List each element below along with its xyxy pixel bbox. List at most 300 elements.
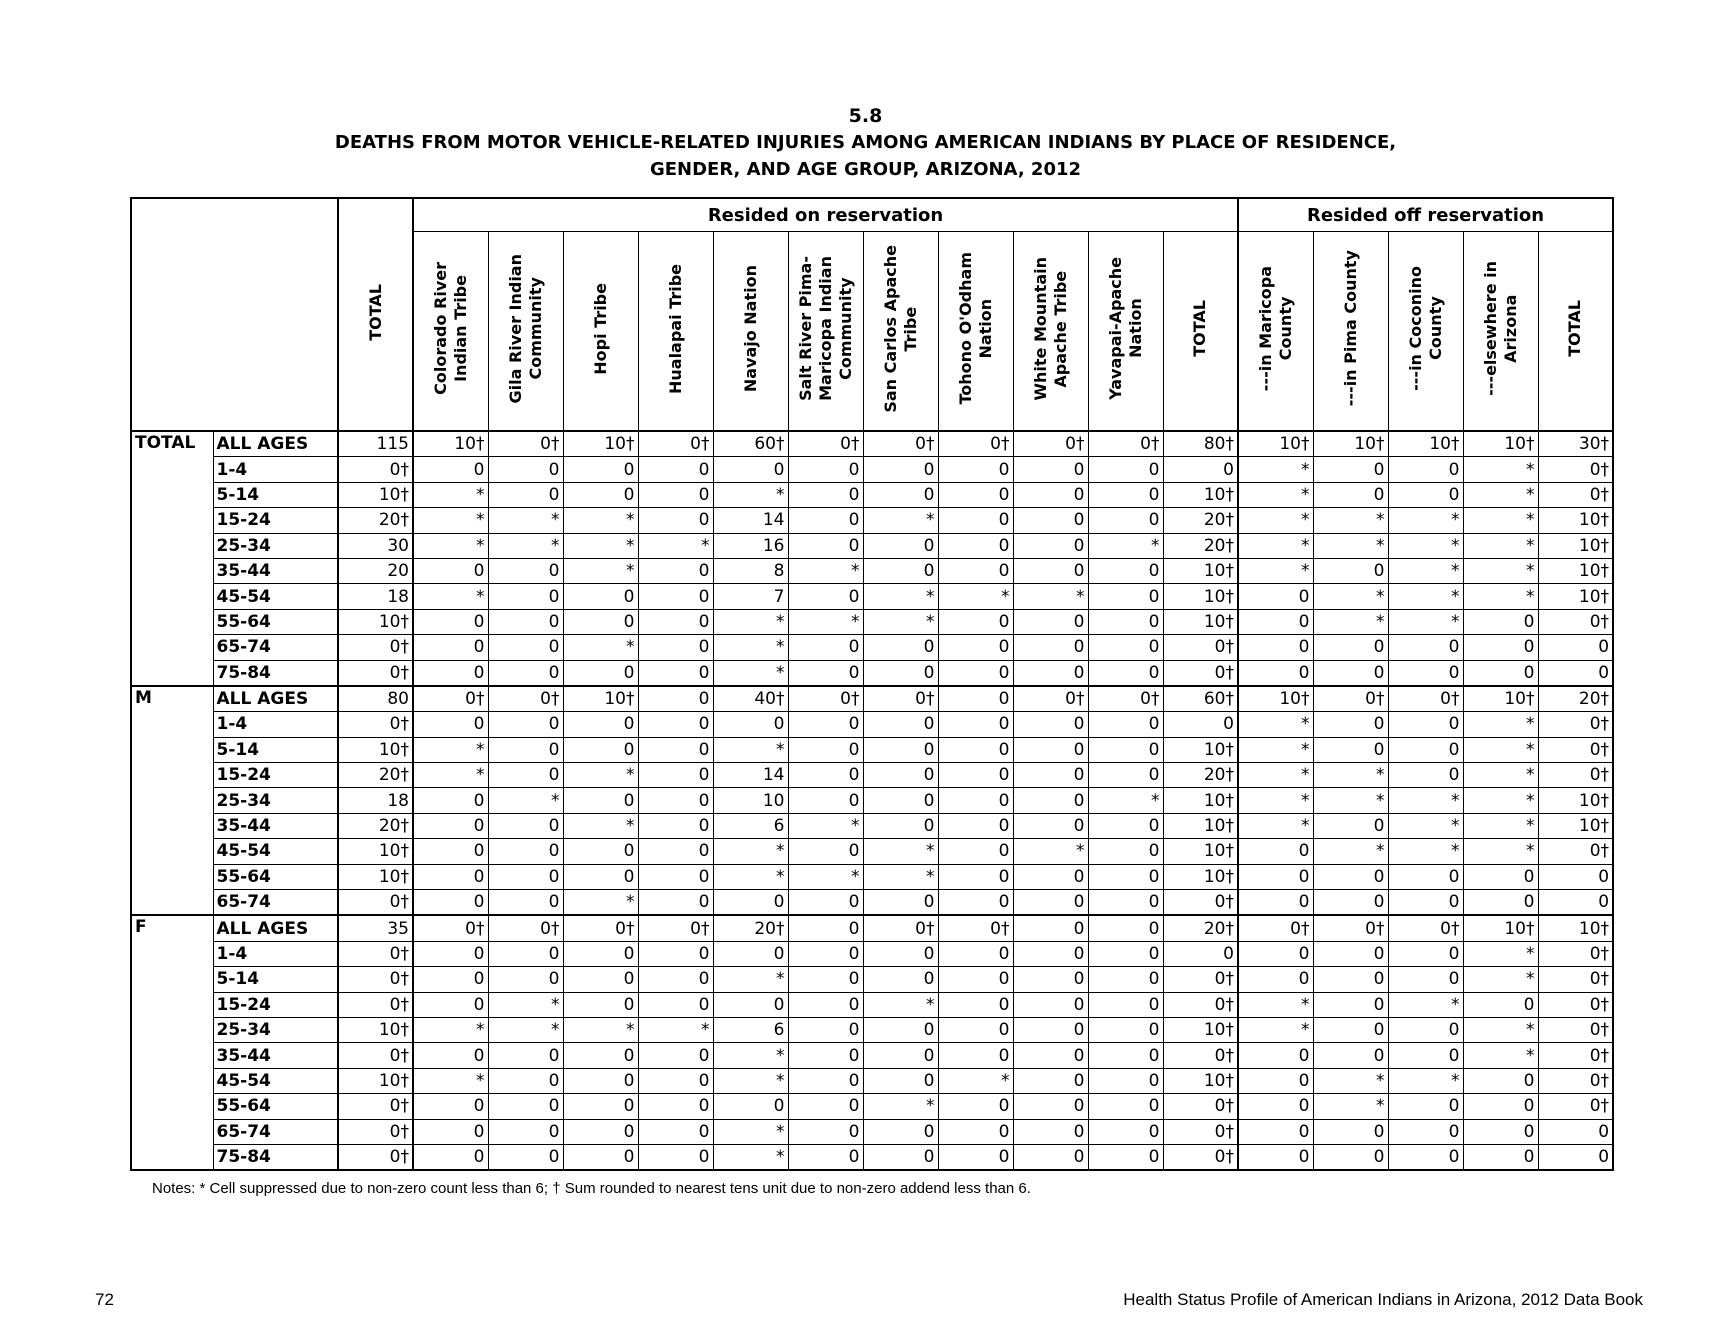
table-cell: 10†	[1238, 686, 1313, 712]
table-cell: *	[1238, 813, 1313, 838]
table-cell: 0	[1088, 1068, 1163, 1093]
table-cell: *	[788, 609, 863, 634]
header-text-line: County	[1275, 296, 1295, 361]
table-cell: 0	[413, 1043, 488, 1068]
column-header-label	[1106, 257, 1146, 400]
table-cell: 30	[338, 533, 413, 558]
table-cell: 0	[1238, 660, 1313, 686]
table-cell: *	[1463, 967, 1538, 992]
table-cell: *	[713, 1119, 788, 1144]
table-cell: 0	[1013, 1119, 1088, 1144]
table-cell: 0	[563, 788, 638, 813]
table-cell: 20†	[338, 508, 413, 533]
table-cell: 10	[713, 788, 788, 813]
table-cell: 0	[938, 813, 1013, 838]
table-cell: *	[1313, 763, 1388, 788]
table-cell: 0	[863, 1043, 938, 1068]
column-header-label	[1565, 300, 1585, 357]
table-cell: 0	[488, 660, 563, 686]
table-cell: 0	[788, 839, 863, 864]
table-cell: 18	[338, 584, 413, 609]
table-cell: 0	[638, 457, 713, 482]
header-text-line: Hopi Tribe	[590, 282, 610, 375]
table-cell: 6	[713, 813, 788, 838]
table-body	[131, 431, 1613, 1170]
table-cell: 0	[1088, 1017, 1163, 1042]
table-cell: *	[1313, 533, 1388, 558]
table-cell: 0	[1088, 737, 1163, 762]
table-cell: 0	[638, 941, 713, 966]
age-group-label: 1-4	[213, 941, 338, 966]
table-cell: 0	[488, 558, 563, 583]
table-cell: *	[1463, 558, 1538, 583]
table-cell: 0	[488, 763, 563, 788]
table-cell: 0	[638, 1043, 713, 1068]
table-cell: 0	[1088, 915, 1163, 941]
table-cell: 0	[638, 1144, 713, 1170]
header-text-line: White Mountain	[1030, 256, 1050, 401]
table-cell: 0	[488, 839, 563, 864]
age-group-label: 25-34	[213, 1017, 338, 1042]
table-cell: 0	[1013, 1043, 1088, 1068]
table-cell: 0	[1388, 890, 1463, 916]
table-cell: 0	[1088, 635, 1163, 660]
page-number: 72	[95, 1290, 114, 1309]
table-cell: 0†	[338, 967, 413, 992]
table-cell: *	[1313, 788, 1388, 813]
table-cell: 0	[1013, 609, 1088, 634]
age-group-label: 55-64	[213, 1094, 338, 1119]
table-cell: *	[863, 584, 938, 609]
table-cell: 10†	[1163, 609, 1238, 634]
table-cell: 0	[413, 788, 488, 813]
table-row	[131, 508, 1613, 533]
table-cell: 0	[1313, 1144, 1388, 1170]
table-cell: 30†	[1538, 431, 1613, 457]
table-cell: 0†	[413, 686, 488, 712]
table-cell: 0	[938, 839, 1013, 864]
table-cell: 0	[1388, 1017, 1463, 1042]
header-text-line: Tohono O'Odham	[955, 252, 975, 405]
table-cell: 0	[1313, 712, 1388, 737]
table-cell: 0†	[488, 915, 563, 941]
table-cell: 0†	[1163, 992, 1238, 1017]
table-cell: 0†	[1238, 915, 1313, 941]
table-cell: 0†	[1088, 686, 1163, 712]
table-cell: 0†	[488, 431, 563, 457]
table-row	[131, 737, 1613, 762]
table-cell: *	[938, 584, 1013, 609]
table-cell: 0	[563, 1043, 638, 1068]
table-cell: 0	[938, 635, 1013, 660]
table-cell: 0	[1313, 558, 1388, 583]
table-cell: 0	[413, 1094, 488, 1119]
table-cell: 0	[1088, 457, 1163, 482]
column-header	[413, 232, 488, 432]
table-cell: 0	[1388, 737, 1463, 762]
table-row	[131, 457, 1613, 482]
table-cell: 0	[1388, 864, 1463, 889]
age-group-label: 65-74	[213, 890, 338, 916]
table-cell: *	[1463, 457, 1538, 482]
table-cell: 8	[713, 558, 788, 583]
column-header-label	[881, 245, 921, 413]
table-cell: 0	[413, 864, 488, 889]
column-header-label	[591, 283, 611, 375]
header-text-line: Arizona	[1500, 294, 1520, 363]
column-header-label	[1481, 261, 1521, 396]
column-header-label	[666, 264, 686, 394]
table-cell: *	[1463, 1017, 1538, 1042]
header-text-line: Community	[525, 277, 545, 380]
table-cell: 0	[788, 763, 863, 788]
header-text-line: Tribe	[900, 306, 920, 351]
table-cell: 0	[563, 1144, 638, 1170]
age-group-label: 25-34	[213, 788, 338, 813]
age-group-label: 1-4	[213, 712, 338, 737]
table-cell: 0	[563, 482, 638, 507]
table-cell: 0†	[338, 1119, 413, 1144]
table-cell: *	[713, 967, 788, 992]
table-cell: 0	[938, 1043, 1013, 1068]
table-cell: 0	[1238, 1068, 1313, 1093]
table-cell: 10†	[338, 609, 413, 634]
table-cell: 0	[863, 890, 938, 916]
table-row	[131, 584, 1613, 609]
table-cell: 0	[638, 609, 713, 634]
table-cell: 0†	[338, 1144, 413, 1170]
table-cell: 0†	[488, 686, 563, 712]
table-cell: 0	[1013, 813, 1088, 838]
table-cell: 0†	[1538, 941, 1613, 966]
table-cell: 0†	[1538, 609, 1613, 634]
column-header	[1538, 232, 1613, 432]
column-header	[1088, 232, 1163, 432]
table-cell: 0	[1463, 660, 1538, 686]
table-cell: 0	[938, 533, 1013, 558]
table-cell: 0	[1013, 967, 1088, 992]
age-group-label: 5-14	[213, 482, 338, 507]
table-cell: *	[788, 558, 863, 583]
table-cell: 0	[788, 1144, 863, 1170]
table-title-block	[0, 104, 1731, 183]
table-cell: 0	[638, 1094, 713, 1119]
table-cell: 16	[713, 533, 788, 558]
table-cell: *	[1463, 839, 1538, 864]
table-cell: 0	[1388, 635, 1463, 660]
table-cell: *	[1463, 763, 1538, 788]
table-cell: 0	[863, 1017, 938, 1042]
table-cell: *	[488, 533, 563, 558]
table-cell: 0†	[1388, 686, 1463, 712]
table-cell: 10†	[1163, 813, 1238, 838]
header-text-line: ---in Maricopa	[1255, 265, 1275, 392]
table-cell: 0†	[788, 686, 863, 712]
table-cell: 10†	[1463, 915, 1538, 941]
table-cell: 0	[1313, 941, 1388, 966]
table-cell: 0	[1238, 941, 1313, 966]
table-cell: 0	[788, 660, 863, 686]
table-cell: *	[1463, 941, 1538, 966]
table-cell: 0	[638, 1068, 713, 1093]
table-cell: 0	[863, 660, 938, 686]
age-group-label: ALL AGES	[213, 431, 338, 457]
table-cell: 0	[1388, 1094, 1463, 1119]
table-cell: 0	[1163, 712, 1238, 737]
age-group-label: 25-34	[213, 533, 338, 558]
table-cell: 10†	[338, 482, 413, 507]
table-row	[131, 967, 1613, 992]
table-cell: 0	[1238, 635, 1313, 660]
table-cell: *	[1313, 584, 1388, 609]
table-cell: 0†	[338, 635, 413, 660]
table-cell: 0	[863, 967, 938, 992]
table-cell: 0	[1088, 558, 1163, 583]
column-header	[938, 232, 1013, 432]
table-cell: 0†	[338, 890, 413, 916]
table-cell: 0	[1013, 864, 1088, 889]
table-cell: 0	[638, 660, 713, 686]
table-row	[131, 915, 1613, 941]
table-cell: *	[1463, 813, 1538, 838]
table-cell: 0	[788, 788, 863, 813]
age-group-label: ALL AGES	[213, 686, 338, 712]
table-cell: 0†	[338, 660, 413, 686]
table-cell: 20†	[338, 813, 413, 838]
table-cell: 0	[1313, 482, 1388, 507]
table-cell: 0	[938, 712, 1013, 737]
table-cell: 0	[1088, 609, 1163, 634]
table-cell: 0	[1013, 890, 1088, 916]
column-header	[563, 232, 638, 432]
table-cell: 0†	[1538, 763, 1613, 788]
table-cell: 0	[413, 1119, 488, 1144]
header-resided-off-reservation: Resided off reservation	[1238, 198, 1613, 232]
age-group-label: 45-54	[213, 1068, 338, 1093]
table-cell: 0	[788, 533, 863, 558]
age-group-label: 65-74	[213, 635, 338, 660]
table-cell: 0	[1313, 635, 1388, 660]
age-group-label: 35-44	[213, 558, 338, 583]
column-header	[1238, 232, 1313, 432]
table-row	[131, 712, 1613, 737]
table-title-line-1: DEATHS FROM MOTOR VEHICLE-RELATED INJURIES AMONG AMERICAN INDIANS BY PLACE OF RESIDENCE,	[334, 132, 1397, 153]
table-cell: 10†	[1163, 1017, 1238, 1042]
table-cell: 0	[488, 890, 563, 916]
table-cell: 0	[1013, 1144, 1088, 1170]
table-cell: 0†	[1163, 660, 1238, 686]
table-cell: 0	[1013, 763, 1088, 788]
table-cell: 0	[488, 864, 563, 889]
table-cell: *	[713, 864, 788, 889]
header-text-line: Indian Tribe	[450, 275, 470, 382]
table-cell: 0	[788, 457, 863, 482]
table-cell: 0	[638, 967, 713, 992]
table-cell: *	[488, 992, 563, 1017]
table-cell: 0	[1388, 1144, 1463, 1170]
age-group-label: 75-84	[213, 1144, 338, 1170]
table-cell: 0†	[638, 915, 713, 941]
table-cell: 10†	[1538, 813, 1613, 838]
table-cell: 0†	[413, 915, 488, 941]
table-cell: 0	[863, 482, 938, 507]
table-cell: 0	[938, 1017, 1013, 1042]
table-cell: *	[563, 635, 638, 660]
table-cell: 0	[1538, 890, 1613, 916]
header-text-line: Colorado River	[430, 262, 450, 395]
table-row	[131, 788, 1613, 813]
table-cell: 10†	[1538, 788, 1613, 813]
age-group-label: 5-14	[213, 967, 338, 992]
table-cell: 0	[863, 941, 938, 966]
table-cell: *	[413, 533, 488, 558]
table-cell: *	[638, 533, 713, 558]
table-cell: *	[713, 609, 788, 634]
table-cell: 0	[1088, 1094, 1163, 1119]
table-cell: 0	[488, 1094, 563, 1119]
table-cell: 0	[1013, 457, 1088, 482]
table-cell: 10†	[338, 839, 413, 864]
table-cell: 0	[1013, 992, 1088, 1017]
table-cell: 0†	[638, 431, 713, 457]
table-cell: 0†	[1538, 712, 1613, 737]
table-cell: 0	[788, 508, 863, 533]
column-header	[488, 232, 563, 432]
table-cell: 0†	[338, 457, 413, 482]
table-cell: 0†	[863, 915, 938, 941]
table-cell: 0	[413, 941, 488, 966]
table-cell: 0	[788, 967, 863, 992]
column-header-label	[796, 256, 856, 401]
column-header	[1163, 232, 1238, 432]
table-cell: 0	[1088, 813, 1163, 838]
table-row	[131, 864, 1613, 889]
column-header-label	[741, 265, 761, 392]
table-cell: 0	[1238, 609, 1313, 634]
table-cell: 0	[938, 508, 1013, 533]
age-group-label: 75-84	[213, 660, 338, 686]
table-cell: 0	[1238, 1094, 1313, 1119]
table-cell: *	[1313, 609, 1388, 634]
table-cell: 20†	[338, 763, 413, 788]
table-row	[131, 839, 1613, 864]
table-cell: 0	[413, 457, 488, 482]
table-cell: 0	[488, 635, 563, 660]
table-cell: 115	[338, 431, 413, 457]
table-cell: 0†	[1538, 482, 1613, 507]
age-group-label: 45-54	[213, 839, 338, 864]
table-cell: 0	[1088, 864, 1163, 889]
header-text-line: Community	[835, 277, 855, 380]
table-row	[131, 609, 1613, 634]
table-cell: *	[1313, 839, 1388, 864]
table-cell: 0	[488, 1043, 563, 1068]
table-cell: *	[1238, 992, 1313, 1017]
table-cell: 0†	[1538, 992, 1613, 1017]
table-cell: *	[563, 533, 638, 558]
table-cell: *	[788, 813, 863, 838]
table-cell: *	[1238, 737, 1313, 762]
header-label-total	[366, 284, 386, 341]
table-cell: 0	[938, 1094, 1013, 1119]
table-cell: 0	[1538, 660, 1613, 686]
table-cell: *	[1463, 533, 1538, 558]
header-text-line: San Carlos Apache	[880, 244, 900, 413]
table-cell: *	[1013, 839, 1088, 864]
table-cell: 0†	[1013, 686, 1088, 712]
age-group-label: 1-4	[213, 457, 338, 482]
table-cell: 0	[938, 763, 1013, 788]
table-cell: 0	[863, 558, 938, 583]
column-header	[863, 232, 938, 432]
age-group-label: 65-74	[213, 1119, 338, 1144]
table-cell: 0	[638, 686, 713, 712]
table-cell: 0	[1088, 839, 1163, 864]
table-cell: 0	[788, 915, 863, 941]
table-cell: 0	[788, 992, 863, 1017]
table-cell: 0†	[1313, 686, 1388, 712]
header-text-line: Hualapai Tribe	[665, 263, 685, 394]
header-resided-on-reservation: Resided on reservation	[413, 198, 1238, 232]
table-cell: *	[1088, 788, 1163, 813]
table-cell: 0	[1388, 763, 1463, 788]
table-cell: 0	[788, 941, 863, 966]
table-cell: 0	[788, 890, 863, 916]
table-cell: 0	[1463, 1119, 1538, 1144]
table-cell: 0†	[1013, 431, 1088, 457]
table-cell: *	[488, 1017, 563, 1042]
table-cell: 0	[863, 1068, 938, 1093]
table-cell: 0	[563, 584, 638, 609]
table-cell: *	[1238, 712, 1313, 737]
table-cell: *	[413, 508, 488, 533]
table-cell: 0	[863, 788, 938, 813]
table-cell: 0	[1088, 763, 1163, 788]
table-cell: 20†	[1163, 763, 1238, 788]
table-cell: 0	[713, 941, 788, 966]
table-cell: 0	[1463, 1068, 1538, 1093]
table-cell: *	[563, 763, 638, 788]
table-cell: 0	[1163, 941, 1238, 966]
table-cell: 60†	[713, 431, 788, 457]
table-cell: 20	[338, 558, 413, 583]
table-cell: 0	[638, 1119, 713, 1144]
table-cell: 0	[713, 712, 788, 737]
table-cell: 0	[1313, 967, 1388, 992]
table-cell: 0	[1238, 1043, 1313, 1068]
table-cell: 0	[413, 1144, 488, 1170]
table-cell: *	[413, 1017, 488, 1042]
table-cell: *	[863, 839, 938, 864]
age-group-label: 35-44	[213, 1043, 338, 1068]
table-cell: 0	[638, 482, 713, 507]
table-cell: *	[1238, 482, 1313, 507]
age-group-label: 35-44	[213, 813, 338, 838]
table-cell: 0	[1313, 1017, 1388, 1042]
table-cell: 10†	[338, 1017, 413, 1042]
table-cell: 0	[938, 941, 1013, 966]
table-cell: *	[638, 1017, 713, 1042]
table-cell: 0	[1088, 508, 1163, 533]
table-cell: 0	[638, 737, 713, 762]
table-cell: 0	[1463, 1094, 1538, 1119]
table-notes: Notes: * Cell suppressed due to non-zero count less than 6; † Sum rounded to nearest tens unit due to non-zero addend less than 6.	[152, 1180, 1031, 1197]
table-cell: *	[713, 737, 788, 762]
table-cell: 18	[338, 788, 413, 813]
table-cell: 10†	[1163, 558, 1238, 583]
table-cell: 10†	[338, 1068, 413, 1093]
table-cell: 10†	[1163, 864, 1238, 889]
